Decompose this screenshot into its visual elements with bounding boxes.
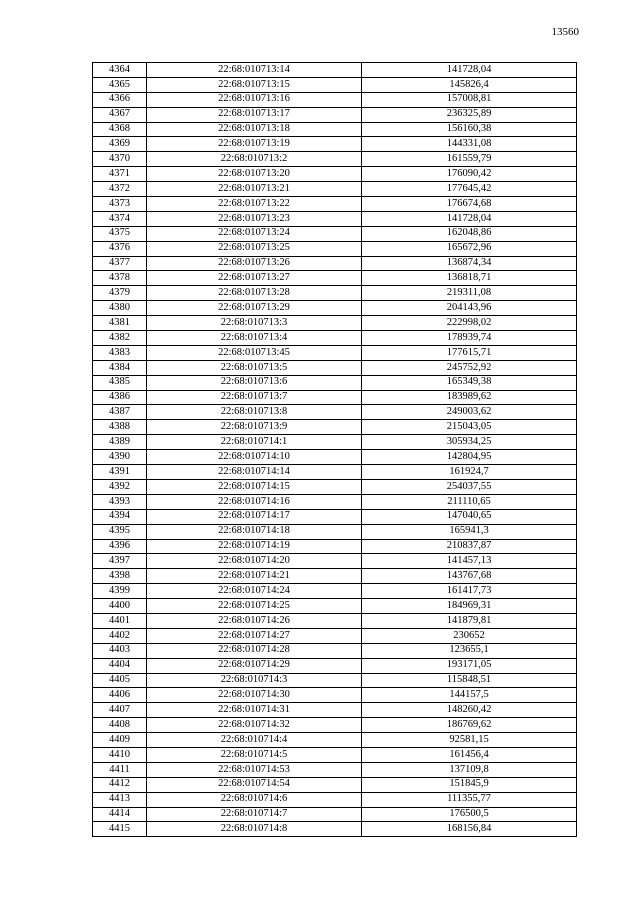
cadastral-value-cell: 115848,51: [362, 673, 577, 688]
cadastral-value-cell: 236325,89: [362, 107, 577, 122]
row-number-cell: 4408: [93, 718, 147, 733]
table-row: [93, 479, 577, 494]
table-row: [93, 792, 577, 807]
cadastral-value-cell: 136818,71: [362, 271, 577, 286]
cadastral-number-cell: 22:68:010714:18: [147, 524, 362, 539]
table-row: [93, 63, 577, 78]
cadastral-number-cell: 22:68:010713:7: [147, 390, 362, 405]
row-number-cell: 4397: [93, 554, 147, 569]
cadastral-value-cell: 111355,77: [362, 792, 577, 807]
cadastral-number-cell: 22:68:010714:15: [147, 479, 362, 494]
cadastral-number-cell: 22:68:010714:3: [147, 673, 362, 688]
cadastral-number-cell: 22:68:010713:15: [147, 77, 362, 92]
row-number-cell: 4415: [93, 822, 147, 837]
cadastral-value-cell: 145826,4: [362, 77, 577, 92]
row-number-cell: 4411: [93, 762, 147, 777]
row-number-cell: 4409: [93, 733, 147, 748]
cadastral-value-cell: 168156,84: [362, 822, 577, 837]
row-number-cell: 4365: [93, 77, 147, 92]
cadastral-value-cell: 165941,3: [362, 524, 577, 539]
cadastral-value-cell: 141879,81: [362, 613, 577, 628]
cadastral-value-cell: 222998,02: [362, 316, 577, 331]
table-row: [93, 450, 577, 465]
cadastral-value-table: [92, 62, 577, 837]
cadastral-value-cell: 176674,68: [362, 197, 577, 212]
table-row: [93, 494, 577, 509]
cadastral-number-cell: 22:68:010713:9: [147, 420, 362, 435]
table-row: [93, 152, 577, 167]
row-number-cell: 4385: [93, 375, 147, 390]
cadastral-value-cell: 143767,68: [362, 569, 577, 584]
cadastral-value-cell: 144157,5: [362, 688, 577, 703]
cadastral-value-cell: 176500,5: [362, 807, 577, 822]
table-row: [93, 628, 577, 643]
cadastral-number-cell: 22:68:010714:24: [147, 584, 362, 599]
cadastral-number-cell: 22:68:010713:29: [147, 301, 362, 316]
cadastral-number-cell: 22:68:010713:45: [147, 345, 362, 360]
table-row: [93, 673, 577, 688]
row-number-cell: 4368: [93, 122, 147, 137]
cadastral-value-cell: 162048,86: [362, 226, 577, 241]
row-number-cell: 4364: [93, 63, 147, 78]
row-number-cell: 4402: [93, 628, 147, 643]
table-row: [93, 465, 577, 480]
cadastral-value-cell: 137109,8: [362, 762, 577, 777]
table-row: [93, 733, 577, 748]
cadastral-number-cell: 22:68:010713:5: [147, 360, 362, 375]
row-number-cell: 4395: [93, 524, 147, 539]
cadastral-value-cell: 142804,95: [362, 450, 577, 465]
table-row: [93, 569, 577, 584]
table-row: [93, 360, 577, 375]
cadastral-value-cell: 157008,81: [362, 92, 577, 107]
cadastral-value-cell: 165672,96: [362, 241, 577, 256]
row-number-cell: 4392: [93, 479, 147, 494]
row-number-cell: 4384: [93, 360, 147, 375]
cadastral-value-cell: 177615,71: [362, 345, 577, 360]
table-row: [93, 762, 577, 777]
cadastral-value-cell: 92581,15: [362, 733, 577, 748]
table-row: [93, 137, 577, 152]
row-number-cell: 4371: [93, 167, 147, 182]
cadastral-number-cell: 22:68:010713:23: [147, 211, 362, 226]
row-number-cell: 4412: [93, 777, 147, 792]
cadastral-value-cell: 184969,31: [362, 599, 577, 614]
cadastral-value-cell: 210837,87: [362, 539, 577, 554]
cadastral-number-cell: 22:68:010713:22: [147, 197, 362, 212]
table-row: [93, 375, 577, 390]
table-row: [93, 703, 577, 718]
row-number-cell: 4367: [93, 107, 147, 122]
page-number: 13560: [551, 26, 579, 38]
cadastral-number-cell: 22:68:010714:5: [147, 747, 362, 762]
table-row: [93, 271, 577, 286]
cadastral-number-cell: 22:68:010714:53: [147, 762, 362, 777]
row-number-cell: 4391: [93, 465, 147, 480]
cadastral-number-cell: 22:68:010714:25: [147, 599, 362, 614]
cadastral-value-cell: 211110,65: [362, 494, 577, 509]
table-row: [93, 107, 577, 122]
row-number-cell: 4387: [93, 405, 147, 420]
table-row: [93, 747, 577, 762]
cadastral-value-cell: 136874,34: [362, 256, 577, 271]
cadastral-value-cell: 183989,62: [362, 390, 577, 405]
row-number-cell: 4413: [93, 792, 147, 807]
table-row: [93, 331, 577, 346]
table-row: [93, 554, 577, 569]
table-row: [93, 539, 577, 554]
row-number-cell: 4390: [93, 450, 147, 465]
cadastral-number-cell: 22:68:010713:2: [147, 152, 362, 167]
cadastral-value-cell: 156160,38: [362, 122, 577, 137]
cadastral-number-cell: 22:68:010714:1: [147, 435, 362, 450]
table-row: [93, 613, 577, 628]
cadastral-value-cell: 178939,74: [362, 331, 577, 346]
row-number-cell: 4386: [93, 390, 147, 405]
cadastral-number-cell: 22:68:010713:24: [147, 226, 362, 241]
row-number-cell: 4400: [93, 599, 147, 614]
cadastral-value-cell: 177645,42: [362, 182, 577, 197]
table-row: [93, 822, 577, 837]
table-body: [93, 63, 577, 837]
cadastral-number-cell: 22:68:010714:54: [147, 777, 362, 792]
cadastral-number-cell: 22:68:010713:19: [147, 137, 362, 152]
cadastral-value-cell: 215043,05: [362, 420, 577, 435]
cadastral-value-cell: 151845,9: [362, 777, 577, 792]
cadastral-number-cell: 22:68:010714:29: [147, 658, 362, 673]
row-number-cell: 4404: [93, 658, 147, 673]
table-row: [93, 584, 577, 599]
table-row: [93, 658, 577, 673]
row-number-cell: 4406: [93, 688, 147, 703]
row-number-cell: 4373: [93, 197, 147, 212]
cadastral-number-cell: 22:68:010714:14: [147, 465, 362, 480]
cadastral-value-cell: 144331,08: [362, 137, 577, 152]
row-number-cell: 4389: [93, 435, 147, 450]
row-number-cell: 4401: [93, 613, 147, 628]
cadastral-number-cell: 22:68:010713:8: [147, 405, 362, 420]
cadastral-number-cell: 22:68:010714:30: [147, 688, 362, 703]
cadastral-number-cell: 22:68:010713:28: [147, 286, 362, 301]
cadastral-value-cell: 141728,04: [362, 63, 577, 78]
cadastral-number-cell: 22:68:010713:16: [147, 92, 362, 107]
cadastral-number-cell: 22:68:010714:4: [147, 733, 362, 748]
cadastral-value-cell: 148260,42: [362, 703, 577, 718]
cadastral-value-cell: 245752,92: [362, 360, 577, 375]
cadastral-number-cell: 22:68:010713:3: [147, 316, 362, 331]
table-row: [93, 599, 577, 614]
row-number-cell: 4377: [93, 256, 147, 271]
cadastral-number-cell: 22:68:010714:16: [147, 494, 362, 509]
row-number-cell: 4414: [93, 807, 147, 822]
table-row: [93, 92, 577, 107]
cadastral-value-cell: 141728,04: [362, 211, 577, 226]
cadastral-number-cell: 22:68:010713:27: [147, 271, 362, 286]
cadastral-number-cell: 22:68:010714:10: [147, 450, 362, 465]
table-row: [93, 688, 577, 703]
cadastral-number-cell: 22:68:010713:6: [147, 375, 362, 390]
cadastral-value-cell: 219311,08: [362, 286, 577, 301]
cadastral-number-cell: 22:68:010714:17: [147, 509, 362, 524]
cadastral-value-cell: 204143,96: [362, 301, 577, 316]
row-number-cell: 4388: [93, 420, 147, 435]
row-number-cell: 4399: [93, 584, 147, 599]
table-row: [93, 241, 577, 256]
cadastral-value-cell: 230652: [362, 628, 577, 643]
table-row: [93, 524, 577, 539]
table-row: [93, 122, 577, 137]
table-row: [93, 420, 577, 435]
row-number-cell: 4372: [93, 182, 147, 197]
cadastral-number-cell: 22:68:010713:26: [147, 256, 362, 271]
cadastral-number-cell: 22:68:010714:26: [147, 613, 362, 628]
table-row: [93, 182, 577, 197]
row-number-cell: 4379: [93, 286, 147, 301]
cadastral-number-cell: 22:68:010714:32: [147, 718, 362, 733]
cadastral-value-cell: 147040,65: [362, 509, 577, 524]
table-row: [93, 286, 577, 301]
row-number-cell: 4405: [93, 673, 147, 688]
row-number-cell: 4396: [93, 539, 147, 554]
table-row: [93, 807, 577, 822]
table-row: [93, 718, 577, 733]
table-row: [93, 643, 577, 658]
row-number-cell: 4370: [93, 152, 147, 167]
cadastral-value-cell: 123655,1: [362, 643, 577, 658]
cadastral-number-cell: 22:68:010713:4: [147, 331, 362, 346]
table-row: [93, 226, 577, 241]
table-row: [93, 301, 577, 316]
cadastral-number-cell: 22:68:010713:14: [147, 63, 362, 78]
table-row: [93, 509, 577, 524]
row-number-cell: 4383: [93, 345, 147, 360]
cadastral-value-cell: 161417,73: [362, 584, 577, 599]
cadastral-value-cell: 161924,7: [362, 465, 577, 480]
row-number-cell: 4378: [93, 271, 147, 286]
row-number-cell: 4398: [93, 569, 147, 584]
row-number-cell: 4381: [93, 316, 147, 331]
cadastral-number-cell: 22:68:010713:20: [147, 167, 362, 182]
table-row: [93, 435, 577, 450]
row-number-cell: 4393: [93, 494, 147, 509]
table-row: [93, 197, 577, 212]
cadastral-value-cell: 249003,62: [362, 405, 577, 420]
row-number-cell: 4374: [93, 211, 147, 226]
row-number-cell: 4369: [93, 137, 147, 152]
table-row: [93, 316, 577, 331]
table-row: [93, 345, 577, 360]
cadastral-number-cell: 22:68:010714:7: [147, 807, 362, 822]
cadastral-value-cell: 305934,25: [362, 435, 577, 450]
table-row: [93, 167, 577, 182]
cadastral-value-cell: 176090,42: [362, 167, 577, 182]
cadastral-number-cell: 22:68:010714:27: [147, 628, 362, 643]
table-row: [93, 256, 577, 271]
cadastral-number-cell: 22:68:010713:18: [147, 122, 362, 137]
row-number-cell: 4375: [93, 226, 147, 241]
cadastral-number-cell: 22:68:010714:20: [147, 554, 362, 569]
table-row: [93, 77, 577, 92]
cadastral-number-cell: 22:68:010714:8: [147, 822, 362, 837]
table-row: [93, 777, 577, 792]
cadastral-number-cell: 22:68:010713:17: [147, 107, 362, 122]
cadastral-value-cell: 141457,13: [362, 554, 577, 569]
table-row: [93, 211, 577, 226]
row-number-cell: 4382: [93, 331, 147, 346]
cadastral-number-cell: 22:68:010714:6: [147, 792, 362, 807]
table-row: [93, 390, 577, 405]
row-number-cell: 4410: [93, 747, 147, 762]
cadastral-value-cell: 161456,4: [362, 747, 577, 762]
cadastral-value-cell: 161559,79: [362, 152, 577, 167]
row-number-cell: 4403: [93, 643, 147, 658]
cadastral-value-cell: 193171,05: [362, 658, 577, 673]
cadastral-value-cell: 165349,38: [362, 375, 577, 390]
row-number-cell: 4376: [93, 241, 147, 256]
cadastral-number-cell: 22:68:010714:31: [147, 703, 362, 718]
cadastral-number-cell: 22:68:010714:28: [147, 643, 362, 658]
cadastral-number-cell: 22:68:010714:19: [147, 539, 362, 554]
table-row: [93, 405, 577, 420]
cadastral-number-cell: 22:68:010713:25: [147, 241, 362, 256]
cadastral-number-cell: 22:68:010713:21: [147, 182, 362, 197]
cadastral-value-cell: 186769,62: [362, 718, 577, 733]
cadastral-number-cell: 22:68:010714:21: [147, 569, 362, 584]
row-number-cell: 4366: [93, 92, 147, 107]
row-number-cell: 4407: [93, 703, 147, 718]
row-number-cell: 4380: [93, 301, 147, 316]
cadastral-value-cell: 254037,55: [362, 479, 577, 494]
row-number-cell: 4394: [93, 509, 147, 524]
